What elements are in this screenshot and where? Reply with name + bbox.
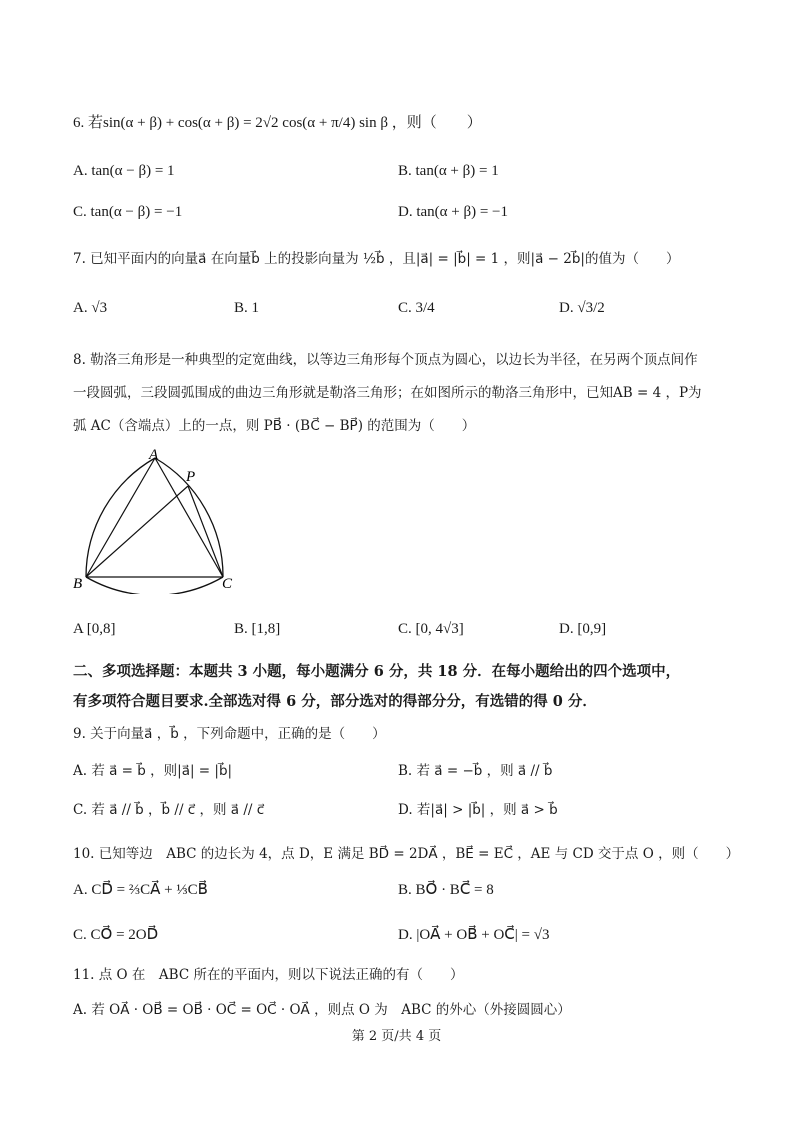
q9-option-a: A. 若 a⃗ = b⃗ ，则|a⃗| = |b⃗| xyxy=(73,763,233,779)
q10-option-d: D. |OA⃗ + OB⃗ + OC⃗| = √3 xyxy=(398,927,550,943)
q7-option-d: D. √3/2 xyxy=(559,300,605,316)
q6-option-b: B. tan(α + β) = 1 xyxy=(398,163,499,179)
section2-line1: 二、多项选择题：本题共 3 小题，每小题满分 6 分，共 18 分．在每小题给出的四个选项中， xyxy=(73,663,681,680)
q8-stem-line2: 一段圆弧，三段圆弧围成的曲边三角形就是勒洛三角形；在如图所示的勒洛三角形中，已知AB = 4 ，P为 xyxy=(73,385,702,401)
label-c: C xyxy=(222,576,233,592)
reuleaux-triangle-figure xyxy=(66,446,246,594)
label-p: P xyxy=(186,469,196,485)
segment-ab xyxy=(86,458,155,577)
q7-stem: 7. 已知平面内的向量a⃗ 在向量b⃗ 上的投影向量为 ½b⃗ ，且|a⃗| = |b⃗| = 1 ，则|a⃗ − 2b⃗|的值为（ ） xyxy=(73,251,680,267)
q6-option-d: D. tan(α + β) = −1 xyxy=(398,204,509,220)
q9-option-d: D. 若|a⃗| > |b⃗| ，则 a⃗ > b⃗ xyxy=(398,802,558,818)
q8-option-a: A [0,8] xyxy=(73,621,116,637)
q6-stem: 6. 若sin(α + β) + cos(α + β) = 2√2 cos(α + π/4) sin β ，则（ ） xyxy=(73,115,482,131)
q7-option-a: A. √3 xyxy=(73,300,108,316)
q8-option-d: D. [0,9] xyxy=(559,621,607,637)
q7-option-c: C. 3/4 xyxy=(398,300,435,316)
q8-stem-line1: 8. 勒洛三角形是一种典型的定宽曲线，以等边三角形每个顶点为圆心，以边长为半径，在另两个顶点间作 xyxy=(73,352,698,368)
q7-option-b: B. 1 xyxy=(234,300,260,316)
q10-option-c: C. CO⃗ = 2OD⃗ xyxy=(73,927,159,943)
label-b: B xyxy=(73,576,83,592)
q8-option-b: B. [1,8] xyxy=(234,621,281,637)
segment-pb xyxy=(86,486,188,577)
q11-option-a: A. 若 OA⃗ · OB⃗ = OB⃗ · OC⃗ = OC⃗ · OA⃗ ，则点 O 为 ABC 的外心（外接圆圆心） xyxy=(73,1002,571,1018)
q10-stem: 10. 已知等边 ABC 的边长为 4，点 D，E 满足 BD⃗ = 2DA⃗ ，BE⃗ = EC⃗ ，AE 与 CD 交于点 O ，则（ ） xyxy=(73,846,740,862)
section2-line2: 有多项符合题目要求.全部选对得 6 分，部分选对的得部分分，有选错的得 0 分． xyxy=(73,693,597,710)
segment-pc xyxy=(188,486,223,577)
q6-option-c: C. tan(α − β) = −1 xyxy=(73,204,183,220)
q9-option-c: C. 若 a⃗ // b⃗ ，b⃗ // c⃗ ，则 a⃗ // c⃗ xyxy=(73,802,265,818)
q11-stem: 11. 点 O 在 ABC 所在的平面内，则以下说法正确的有（ ） xyxy=(73,967,464,983)
q9-stem: 9. 关于向量a⃗ ，b⃗ ，下列命题中，正确的是（ ） xyxy=(73,726,386,742)
arc-bc xyxy=(86,577,223,594)
page-footer: 第 2 页/共 4 页 xyxy=(351,1029,442,1044)
q10-option-b: B. BO⃗ · BC⃗ = 8 xyxy=(398,882,494,898)
label-a: A xyxy=(149,447,159,463)
q8-option-c: C. [0, 4√3] xyxy=(398,621,464,637)
q10-option-a: A. CD⃗ = ⅔CA⃗ + ⅓CB⃗ xyxy=(73,882,208,898)
q6-option-a: A. tan(α − β) = 1 xyxy=(73,163,175,179)
q8-stem-line3: 弧 AC（含端点）上的一点，则 PB⃗ · (BC⃗ − BP⃗) 的范围为（ ） xyxy=(73,418,476,434)
q9-option-b: B. 若 a⃗ = −b⃗ ，则 a⃗ // b⃗ xyxy=(398,763,553,779)
